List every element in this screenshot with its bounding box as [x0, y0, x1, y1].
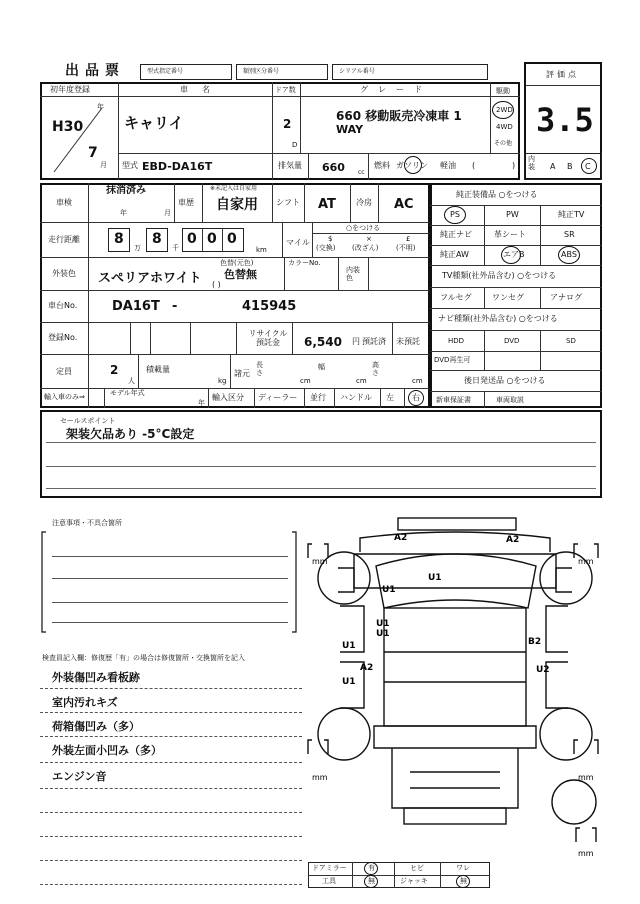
- tv-oneseg: ワンセグ: [492, 293, 524, 302]
- navi-hdd: HDD: [448, 337, 465, 345]
- mileage-opt-tamper: (改ざん): [352, 244, 379, 252]
- mileage-label: 走行距離: [48, 235, 80, 244]
- import-dealer: ディーラー: [258, 393, 298, 402]
- exterior-color-label: 外装色: [52, 269, 76, 278]
- tv-analog: アナログ: [550, 293, 582, 302]
- recycle-value: 6,540: [304, 335, 342, 349]
- dims-label: 諸元: [234, 369, 250, 378]
- navi-dvd: DVD: [504, 337, 520, 345]
- year-unit: 年: [97, 103, 104, 111]
- crack-hibi-label: ヒビ: [410, 864, 424, 872]
- mark-right-side-b2: B2: [528, 637, 542, 647]
- dims-width-unit: cm: [356, 377, 367, 385]
- handle-left: 左: [386, 393, 394, 402]
- repaint-paren: ( ): [212, 280, 221, 289]
- evaluation-label: 評価点: [546, 70, 579, 79]
- navi-type-title: ナビ種類(社外品含む) ○をつける: [438, 314, 558, 323]
- mileage-man-unit: 万: [134, 244, 141, 252]
- interior-c-circle: [581, 158, 597, 174]
- recycle-paid: 預託済: [362, 337, 386, 346]
- mark-left-panel-u1a: U1: [376, 619, 390, 629]
- fuel-label: 燃料: [374, 161, 390, 170]
- jack-label: ジャッキ: [400, 877, 428, 885]
- load-label: 積載量: [146, 365, 170, 374]
- chassis-number: 415945: [242, 299, 297, 314]
- dims-length-unit: cm: [300, 377, 311, 385]
- interior-color-label: 内装色: [346, 266, 360, 283]
- mileage-km-unit: km: [256, 246, 267, 254]
- equip-airbag-circle: [501, 246, 521, 264]
- exterior-color-value: スペリアホワイト: [98, 271, 202, 286]
- displacement-unit: cc: [358, 169, 365, 176]
- mm-label-4: mm: [578, 773, 594, 782]
- tv-fullseg: フルセグ: [440, 293, 472, 302]
- mileage-opt-exchange-mark: $: [328, 235, 333, 243]
- drive-2wd: 2WD: [496, 106, 513, 114]
- form-title: 出品票: [65, 63, 125, 79]
- mark-left-side-u1: U1: [342, 641, 356, 651]
- grade-label: グレード: [360, 85, 432, 94]
- history-value: 自家用: [216, 197, 258, 213]
- shift-label: シフト: [276, 198, 300, 207]
- note-item-5: エンジン音: [52, 770, 107, 783]
- drive-label: 駆動: [496, 87, 510, 95]
- handle-label: ハンドル: [340, 393, 372, 402]
- later-warranty: 新車保証書: [436, 396, 471, 404]
- model-cert-box: [140, 64, 232, 80]
- fuel-gasoline-circle: [404, 156, 422, 174]
- fuel-diesel: 軽油: [440, 161, 456, 170]
- capacity-unit: 人: [128, 377, 135, 385]
- capacity-label: 定員: [56, 367, 72, 376]
- registration-label: 登録No.: [48, 333, 78, 342]
- fuel-paren-open: (: [472, 161, 476, 170]
- mark-left-rear-u1: U1: [342, 677, 356, 687]
- note-item-4: 外装左面小凹み（多）: [52, 744, 162, 757]
- interior-c: C: [585, 162, 591, 171]
- tools-circle: [364, 875, 378, 888]
- model-cert-label: 型式指定番号: [147, 68, 184, 75]
- mm-label-5: mm: [578, 849, 594, 858]
- mark-front-left-a2: A2: [394, 533, 408, 543]
- serial-number-label: シリアル番号: [339, 68, 375, 75]
- chassis-dash: -: [172, 299, 178, 314]
- mileage-d2: 8: [152, 231, 162, 247]
- class-number-box: [236, 64, 328, 80]
- doors-label: ドア数: [275, 86, 296, 94]
- chassis-prefix: DA16T: [112, 299, 160, 314]
- door-mirror-circle: [364, 862, 378, 875]
- mark-right-side-u2: U2: [536, 665, 550, 675]
- mark-left-door-u1: U1: [382, 585, 396, 595]
- color-number-label: カラーNo.: [288, 259, 321, 267]
- note-item-3: 荷箱傷凹み（多）: [52, 720, 140, 733]
- mark-roof-u1: U1: [428, 573, 442, 583]
- equip-sr: SR: [564, 230, 575, 239]
- tv-type-title: TV種類(社外品含む) ○をつける: [442, 271, 557, 280]
- mileage-d5: 0: [227, 231, 237, 247]
- history-label: 車歴: [178, 198, 194, 207]
- door-mirror-label: ドアミラー: [312, 864, 347, 872]
- equip-ps: PS: [450, 210, 460, 219]
- model-year-label: モデル年式: [110, 389, 145, 397]
- shaken-month-unit: 月: [164, 209, 171, 217]
- note-item-1: 外装傷凹み看板跡: [52, 671, 140, 684]
- repaint-value: 色替無: [224, 268, 257, 281]
- tools-label: 工具: [322, 877, 336, 885]
- sales-point-text: 架装欠品あり -5°C設定: [66, 427, 195, 441]
- shift-value: AT: [318, 197, 336, 212]
- later-shipping-title: 後日発送品 ○をつける: [464, 376, 546, 385]
- dims-length: 長さ: [256, 361, 263, 377]
- equip-pw: PW: [506, 210, 519, 219]
- mileage-d4: 0: [207, 231, 217, 247]
- mileage-opt-unknown-mark: £: [406, 235, 411, 243]
- grade-line-2: WAY: [336, 123, 364, 136]
- shaken-year-unit: 年: [120, 209, 127, 217]
- inspector-label: 検査員記入欄：修復歴「有」の場合は修復箇所・交換箇所を記入: [42, 654, 245, 662]
- repaint-label: 色替(元色): [220, 259, 254, 267]
- doors-unit: D: [292, 141, 298, 149]
- import-only-label: 輸入車のみ⇒: [44, 393, 85, 401]
- crack-ware-label: ワレ: [456, 864, 470, 872]
- recycle-unit: 円: [352, 337, 360, 346]
- sales-point-label: セールスポイント: [60, 417, 116, 425]
- equip-leather: 革シート: [494, 230, 526, 239]
- fuel-paren-close: ): [512, 161, 516, 170]
- drive-other: その他: [494, 140, 513, 147]
- serial-number-box: [332, 64, 488, 80]
- first-registration-label: 初年度登録: [50, 85, 90, 94]
- shaken-value: 抹消済み: [106, 185, 146, 196]
- navi-sd: SD: [566, 337, 576, 345]
- recycle-unpaid: 未預託: [396, 337, 420, 346]
- jack-mark: 無: [460, 877, 467, 885]
- equip-abs-circle: [558, 246, 580, 264]
- mileage-sen-unit: 千: [172, 244, 179, 252]
- mileage-opt-exchange: (交換): [316, 244, 336, 252]
- equip-abs: ABS: [561, 250, 577, 259]
- mark-left-side-a2: A2: [360, 663, 374, 673]
- fuel-gasoline: ガソリン: [396, 161, 428, 170]
- chassis-label: 車台No.: [48, 301, 78, 310]
- handle-right: 右: [412, 393, 420, 402]
- later-manual: 車両取説: [496, 396, 524, 404]
- import-parallel: 並行: [310, 393, 326, 402]
- month-unit: 月: [100, 161, 107, 169]
- dims-height: 高さ: [372, 361, 379, 377]
- recycle-label: リサイクル預託金: [248, 329, 288, 347]
- displacement-label: 排気量: [278, 161, 302, 170]
- jack-circle: [456, 875, 470, 888]
- door-mirror-mark: 有: [368, 864, 375, 872]
- equip-tv: 純正TV: [558, 210, 585, 219]
- model-value: EBD-DA16T: [142, 160, 213, 173]
- interior-label: 内装: [528, 155, 535, 171]
- equip-navi: 純正ナビ: [440, 230, 472, 239]
- import-type-label: 輸入区分: [212, 393, 244, 402]
- equipment-title: 純正装備品 ○をつける: [456, 190, 538, 199]
- mileage-circle-note: ○をつける: [346, 224, 381, 232]
- drive-4wd: 4WD: [496, 123, 513, 131]
- shaken-label: 車検: [56, 198, 72, 207]
- equip-ps-circle: [444, 206, 466, 224]
- dims-height-unit: cm: [412, 377, 423, 385]
- mm-label-2: mm: [578, 557, 594, 566]
- note-item-2: 室内汚れキズ: [52, 696, 118, 709]
- sales-point-box: [40, 410, 602, 498]
- dims-width: 幅: [318, 363, 325, 371]
- mileage-d1: 8: [114, 231, 124, 247]
- tools-mark: 無: [368, 877, 375, 885]
- equip-airbag: エアB: [503, 250, 525, 259]
- load-unit: kg: [218, 377, 227, 385]
- car-damage-diagram: [300, 512, 610, 868]
- mm-label-1: mm: [312, 557, 328, 566]
- capacity-value: 2: [110, 363, 119, 377]
- dvd-playback-label: DVD再生可: [434, 356, 471, 364]
- interior-a: A: [550, 162, 556, 171]
- model-year-unit: 年: [198, 399, 205, 407]
- car-name-label: 車名: [180, 85, 224, 94]
- drive-2wd-circle: [492, 101, 514, 119]
- mm-label-3: mm: [312, 773, 328, 782]
- first-reg-month: 7: [88, 145, 98, 161]
- mark-front-right-a2: A2: [506, 535, 520, 545]
- interior-b: B: [567, 162, 573, 171]
- mark-left-panel-u1b: U1: [376, 629, 390, 639]
- cooler-value: AC: [394, 197, 414, 212]
- displacement-value: 660: [322, 161, 345, 174]
- class-number-label: 類別区分番号: [243, 68, 280, 75]
- history-note: ※未記入は自家用: [210, 185, 258, 192]
- grade-line-1: 660 移動販売冷凍車 1: [336, 109, 462, 123]
- mile-label: マイル: [286, 238, 310, 247]
- handle-right-circle: [408, 390, 424, 406]
- mileage-opt-unknown: (不明): [396, 244, 416, 252]
- notes-label: 注意事項・不具合箇所: [52, 519, 122, 527]
- mileage-opt-tamper-mark: ×: [366, 235, 372, 243]
- doors-value: 2: [283, 117, 292, 131]
- cooler-label: 冷房: [356, 198, 372, 207]
- first-reg-year: H30: [52, 119, 84, 135]
- evaluation-score: 3.5: [536, 101, 594, 139]
- car-name: キャリイ: [124, 114, 184, 132]
- equip-aw: 純正AW: [440, 250, 469, 259]
- model-label: 型式: [122, 161, 138, 170]
- mileage-d3: 0: [187, 231, 197, 247]
